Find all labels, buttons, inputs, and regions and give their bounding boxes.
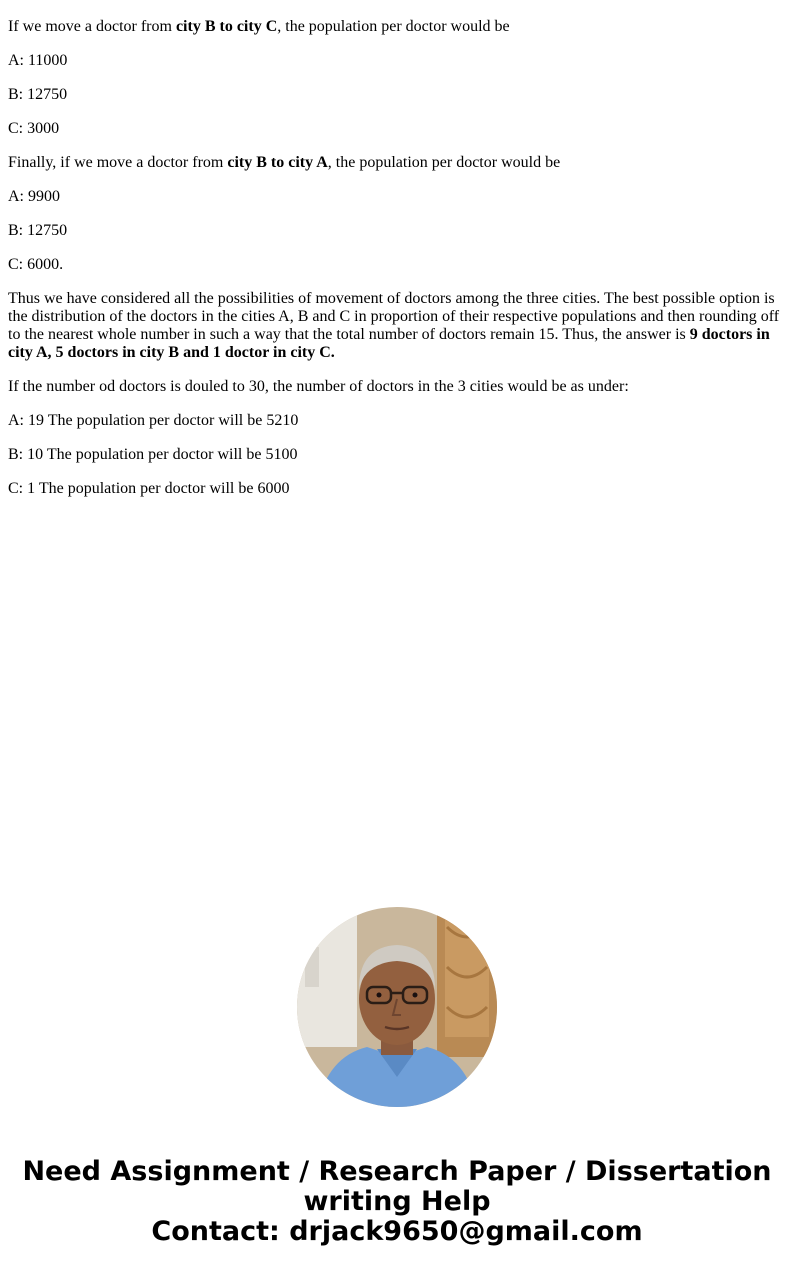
summary-paragraph — [8, 290, 786, 362]
summary-answer: 9 doctors in city A, 5 doctors in city B and 1 doctor in city C. — [8, 326, 770, 361]
promo-headline: Need Assignment / Research Paper / Dissertation writing Help — [22, 1156, 772, 1217]
answer-content — [8, 0, 786, 514]
b-to-c-intro-bold: city B to city C — [175, 18, 278, 35]
b-to-a-intro — [8, 154, 786, 172]
summary-text: Thus we have considered all the possibilities of movement of doctors among the three cities. The best possible option is the distribution of the doctors in the cities A, B and C in proportion of their respective populations and then rounding off to the nearest whole number in such a way that the total number of doctors remain 15. Thus, the answer is — [8, 290, 780, 343]
doubled-intro: If the number od doctors is douled to 30, the number of doctors in the 3 cities would be as under: — [8, 378, 629, 395]
b-to-c-intro — [8, 18, 786, 36]
b-to-a-intro-bold: city B to city A — [227, 154, 328, 171]
b-to-c-b: B: 12750 — [8, 86, 68, 103]
b-to-a-intro-pre: Finally, if we move a doctor from — [8, 154, 228, 171]
b-to-a-b: B: 12750 — [8, 222, 68, 239]
expert-avatar — [297, 907, 497, 1107]
prev-c-line — [8, 0, 786, 2]
b-to-a-a: A: 9900 — [8, 188, 60, 205]
expert-portrait — [297, 907, 497, 1107]
b-to-c-intro-post: , the population per doctor would be — [277, 18, 510, 35]
promo-banner — [0, 1157, 794, 1247]
doubled-a: A: 19 The population per doctor will be 5210 — [8, 412, 299, 429]
b-to-a-c: C: 6000. — [8, 256, 64, 273]
b-to-c-a: A: 11000 — [8, 52, 68, 69]
b-to-c-intro-pre: If we move a doctor from — [8, 18, 176, 35]
b-to-c-c: C: 3000 — [8, 120, 60, 137]
b-to-a-intro-post: , the population per doctor would be — [327, 154, 561, 171]
doubled-b: B: 10 The population per doctor will be 5100 — [8, 446, 298, 463]
doubled-c: C: 1 The population per doctor will be 6000 — [8, 480, 290, 497]
promo-contact: Contact: drjack9650@gmail.com — [151, 1216, 643, 1247]
